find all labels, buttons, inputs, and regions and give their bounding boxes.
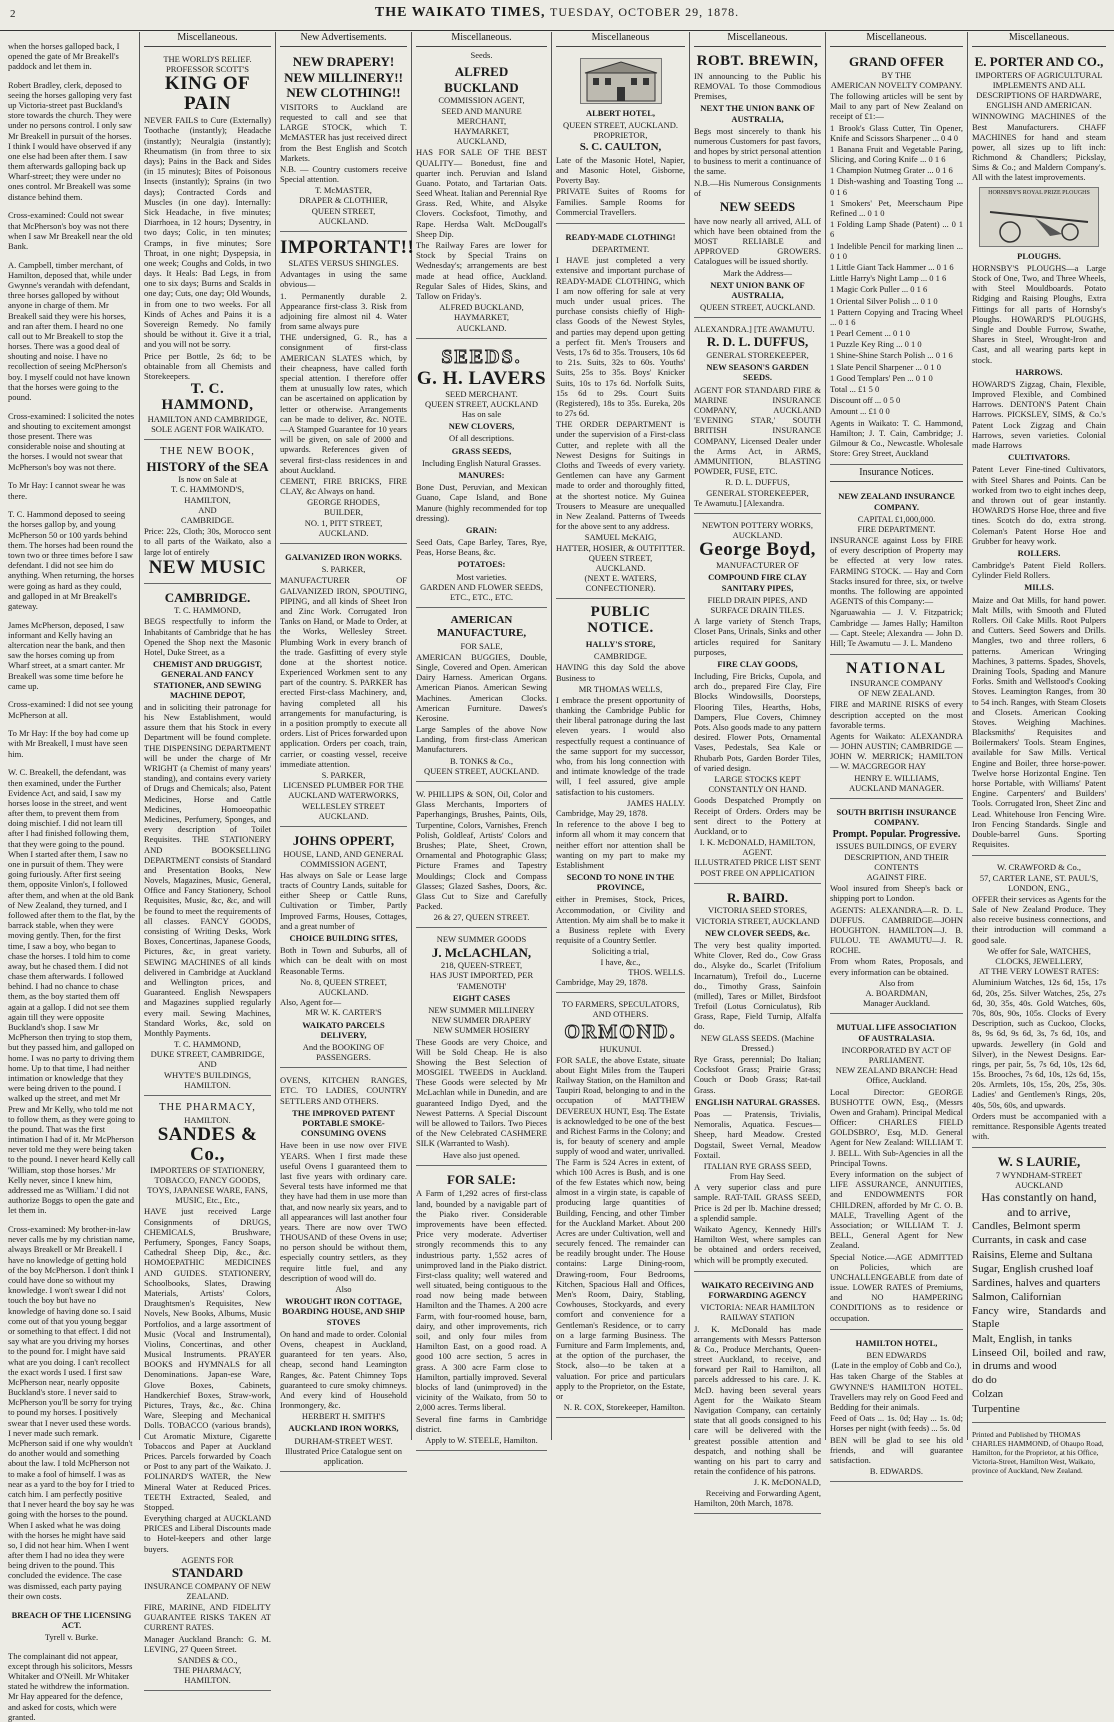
paragraph: Cross-examined: My brother-in-law never calls me by my christian name, always Breakell or Mr Breakell. I have no knowledge of getting hold of the boy McPherson. I don't think I could have done so without my knowledge. I won't swear I did not touch the boy but have no knowledge of having done so. I said come out of that you young beggar or something to that effect. I did not say what are you driving my horses to the pound for. I might have said what are you doing. I can't recollect the exact words I used. I first saw McPherson near, nearly opposite Buckland's store. I never said to McPherson you'll be sorry for trying to pound my horses. I positively swear that I never used these words. I never made such remark. McPherson said if one why wouldn't do another would and something about the law. I told McPherson not to make a fool of himself. I was as near as a yard to the boy for I tried to catch him. I am perfectly positive that I never heard the boy say he was going with the horses to the pound. When I asked what he was doing with the horses he might have said so, I did not hear him. When I went after them I had no idea they were being driven to the pound. This concluded the evidence. The case was dismissed, each party paying their own costs. (8, 1224, 135, 1601)
goods-item: Fancy wire, Standards and Staple (972, 1305, 1106, 1331)
column-heading: Miscellaneous. (972, 32, 1106, 47)
ad-smith-ovens: OVENS, KITCHEN RANGES, ETC. TO LADIES, COUNTRY SETTLERS AND OTHERS. THE IMPROVED PATENT PORTABLE SMOKE-CONSUMING OVENS Have been in use now over FIVE YEARS. When I first made these useful Ovens I guaranteed them to last five years with ordinary care. Several tests have informed me that they have had them in use more than that, and now nearly six years, and to all appearances will last another four years. There are now over TWO THOUSAND of these Ovens in use; no person should be without them, especially country settlers, as they require little fuel, and any description of wood will do. Also WROUGHT IRON COTTAGE, BOARDING HOUSE, AND SHIP STOVES On hand and made to order. Colonial Ovens, cheapest in Auckland, guaranteed for ten years. Also, cheap, second hand Leamington Ranges, &c. Patent Chimney Tops guaranteed to cure smoky chimneys. And every kind of Household Ironmongery, &c. HERBERT H. SMITH'S AUCKLAND IRON WORKS, DURHAM-STREET WEST. Illustrated Price Catalogue sent on application. (280, 1070, 407, 1472)
ad-mckaig-clothing: READY-MADE CLOTHING! DEPARTMENT. I HAVE just completed a very extensive and important purchase of READY-MADE CLOTHING, which I am now offering for sale at very much under usual prices. The purchase consists chiefly of High-class Goods of the Newest Styles, and parties may depend upon getting a perfect fit. Men's Trousers and Vests, 17s 6d to 35s. Trousers, 10s 6d to 21s. Suits, 32s to 60s. Youths' Suits, 25s to 35s. Boys' Knicker Suits, 10s to 17s 6d. Norfolk Suits, 15s 6d to 29s. Court Suits (Registered), 18s to 35s. Eureka, 20s to 27s 6d. THE ORDER DEPARTMENT is under the supervision of a First-class Cutter, and replete with all the Newest Designs for Suitings in Cloths and Tweeds of every variety. Gentlemen can have any Garment made to order and thoroughly fitted, at the shortest notice. My Guinea Trousers to Measure are unequalled in New Zealand. Patterns of Tweeds for the above sent to any address. SAMUEL McKAIG, HATTER, HOSIER, & OUTFITTER. QUEEN STREET, AUCKLAND. (NEXT E. WATERS, CONFECTIONER). (556, 226, 685, 600)
ad-national-insurance: NATIONAL INSURANCE COMPANY OF NEW ZEALAND. FIRE and MARINE RISKS of every description accepted on the most favorable terms. Agents for Waikato: ALEXANDRA — JOHN AUSTIN; CAMBRIDGE — JOHN W. MERRICK; HAMILTON — W. MACGREGOR HAY HENRY E. WILLIAMS, AUCKLAND MANAGER. (830, 657, 963, 799)
ad-laurie: W. S LAURIE, 7 WYNDHAM-STREET AUCKLAND Has constantly on hand, and to arrive, Candles, Belmont sperm Currants, in cask and case Raisins, Eleme and Sultana Sugar, English crushed loaf Sardines, halves and quarters Salmon, Californian Fancy wire, Standards and Staple Malt, English, in tanks Linseed Oil, boiled and raw, in drums and wood do do Colzan Turpentine (972, 1150, 1106, 1422)
ad-parker-galvanized-iron: GALVANIZED IRON WORKS. S. PARKER, MANUFACTURER OF GALVANIZED IRON, SPOUTING, PIPING, and all kinds of Sheet Iron and Zinc Work. Corrugated Iron Tanks on Hand, or Made to Order, at the Works, Wellesley Street. Plumbing Work in every branch of the trade. Gasfitting of every style done at the shortest notice. Experienced Workmen sent to any part of the country. S. PARKER has erected First-class Machinery, and, having completed all his arrangements for manufacturing, is in a position promptly to execute all orders. List of Prices forwarded upon application. Orders per coach, train, carrier, or coasting vessel, receive immediate attention. S. PARKER, LICENSED PLUMBER FOR THE AUCKLAND WATERWORKS, WELLESLEY STREET AUCKLAND. (280, 546, 407, 827)
paragraph: Cross-examined: I solicited the notes and shouting to excitement amongst those present. There was considerable noise and shouting at the horses. I would not swear that McPherson's boy was not there. (8, 410, 135, 472)
ad-albert-hotel: ALBERT HOTEL, QUEEN STREET, AUCKLAND. PROPRIETOR, S. C. CAULTON, Late of the Masonic Hotel, Napier, and Masonic Hotel, Gisborne, Poverty Bay. PRIVATE Suites of Rooms for Families. Sample Rooms for Commercial Travellers. (556, 50, 685, 224)
ad-headline: KING OF PAIN (164, 73, 251, 115)
newspaper-title: THE WAIKATO TIMES, TUESDAY, OCTOBER 29, 1878. (374, 5, 740, 20)
newspaper-page (4, 32, 1110, 1722)
paragraph: Cross-examined: I did not see young McPherson at all. (8, 699, 133, 720)
masthead (0, 0, 1114, 31)
column-miscellaneous-3 (552, 32, 690, 1440)
price-list-item: 1 Pattern Copying and Tracing Wheel ... 0 1 6 (830, 306, 963, 327)
paragraph: To Mr Hay: I cannot swear he was there. (8, 480, 126, 501)
ad-lavers-seeds: SEEDS. G. H. LAVERS SEED MERCHANT. QUEEN STREET, AUCKLAND Has on sale NEW CLOVERS, Of all descriptions. GRASS SEEDS, Including English Natural Grasses. MANURES: Bone Dust, Peruvian, and Mexican Guano, Cape Island, and Bone Manure (highly recommended for top dressing). GRAIN: Seed Oats, Cape Barley, Tares, Rye, Peas, Horse Beans, &c. POTATOES: Most varieties. GARDEN AND FLOWER SEEDS, ETC., ETC., ETC. (416, 341, 547, 609)
goods-item: Raisins, Eleme and Sultana (972, 1248, 1093, 1261)
page-number: 2 (10, 8, 16, 20)
column-heading: Miscellaneous. (694, 32, 821, 47)
ad-hamilton-hotel: HAMILTON HOTEL, BEN EDWARDS (Late in the employ of Cobb and Co.), Has taken Charge of the Stables at GWYNNE'S HAMILTON HOTEL. Travellers may rely on Good Feed and Bedding for their animals. Feed of Oats ... 1s. 0d; Hay ... 1s. 0d; Horses per night (with feeds) ... 5s. 0d BEN will be glad to see his old friends, and will guarantee satisfaction. B. EDWARDS. (830, 1332, 963, 1482)
price-list-item: 1 Smokers' Pet, Meerschaum Pipe Refined ... 0 1 0 (830, 197, 963, 219)
ad-hammond-cambridge: CAMBRIDGE. T. C. HAMMOND, BEGS respectfully to inform the Inhabitants of Cambridge that he has Opened the Shop next the Masonic Hotel, Duke Street, as a CHEMIST AND DRUGGIST, GENERAL AND FANCY STATIONER, AND SEWING MACHINE DEPOT, and in soliciting their patronage for his New Establishment, would assure them that his Stock in every Department will be found complete. THE DISPENSING DEPARTMENT will be under the charge of Mr WRIGHT (a Chemist of many years' standing), and contains every variety of Drugs and Chemicals; also, Patent Medicines, Horse and Cattle Medicines, Homoeopathic Medicines, Perfumery, Sponges, and every description of Toilet Requisites. THE STATIONERY AND BOOKSELLING DEPARTMENT consists of Standard and Presentation Books, New Novels, Magazines, Music, General, Office and Fancy Stationery, School Requisites, Music, &c, &c, and will be found to meet the requirements of all classes. FANCY GOODS, consisting of Writing Desks, Work Boxes, Concertinas, Japanese Goods, Pictures, &c, in great variety. SEWING MACHINES of all kinds delivered in Cambridge at Auckland and Wellington prices, and Guaranteed. English Newspapers and Magazines supplied regularly every mail. Sewing Machines, Standard Works, &c, sold on Monthly Payments. T. C. HAMMOND, DUKE STREET, CAMBRIDGE, AND WHYTE'S BUILDINGS, HAMILTON. (144, 586, 271, 1096)
paragraph: A. Campbell, timber merchant, of Hamilton, deposed that, while under Gwynne's verandah with defendant, three horses galloped by without anyone in charge of them. Mr Breakell said they were his horses, and ran after them. I heard no one call out to Mr Breakell to stop the horses. There was a good deal of shouting and noise. I have no recollection of seeing McPherson's boy. I myself could not have known that the horses were going to the pound. (8, 259, 132, 402)
ad-mutual-life: MUTUAL LIFE ASSOCIATION OF AUSTRALASIA. INCORPORATED BY ACT OF PARLIAMENT. NEW ZEALAND BRANCH: Head Office, Auckland. Local Director: GEORGE BUSHOTTE OWN, Esq., (Messrs Owen and Graham). Principal Medical Officer: CHARLES FIELD GOLDSBRO', Esq, M.D. General Agent for New Zealand: WILLIAM T. J. BELL. With Sub-Agencies in all the Principal Towns. Every information on the subject of LIFE ASSURANCE, ANNUITIES, and ENDOWMENTS FOR CHILDREN, afforded by Mr C. O. B. MALE, Travelling Agent of the Association; or WILLIAM T. J. BELL, General Agent for New Zealand. Special Notice.—AGE ADMITTED on Policies, which are UNCHALLENGEABLE from date of issue. LOWER RATES of Premiums, and NO HAMPERING CONDITIONS as to residence or occupation. (830, 1016, 963, 1329)
column-new-advertisements (276, 32, 415, 1466)
ad-mcmaster-drapery: NEW DRAPERY! NEW MILLINERY!! NEW CLOTHING!! VISITORS to Auckland are requested to call and see that LARGE STOCK, which T. McMASTER has just received direct from the Best English and Scotch Markets. N.B. — Country customers receive Special attention. T. McMASTER, DRAPER & CLOTHIER, QUEEN STREET, AUCKLAND. (280, 50, 407, 232)
hotel-engraving-icon (580, 58, 662, 104)
ad-buckland-seeds: ALFRED BUCKLAND COMMISSION AGENT, SEED AND MANURE MERCHANT, HAYMARKET, AUCKLAND, HAS FOR SALE OF THE BEST QUALITY— Bonedust, fine and quarter inch. Peruvian and Island Guano. Potato, and Tartarian Oats. Seed Wheat. Italian and Perennial Rye Grass. Red, White, and Alsyke Clovers. Cocksfoot, Timothy, and Rape. Herdsa Walt. McDougall's Sheep Dip. The Railway Fares are lower for Stock by Special Trains on Wednesday's; arrangements are best made at head office, Auckland. Regular Sales of Hides, Skins, and Tallow on Friday's. ALFRED BUCKLAND, HAYMARKET, AUCKLAND. (416, 60, 547, 339)
price-list-item: 1 Pearl Cement ... 0 1 0 (830, 328, 911, 339)
goods-item: Sardines, halves and quarters (972, 1276, 1101, 1289)
price-list-item: 1 Indelible Pencil for marking linen ... 0 1 0 (830, 240, 963, 261)
section-heading: Insurance Notices. (830, 467, 963, 482)
ad-brewin: ROBT. BREWIN, IN announcing to the Public his REMOVAL To those Commodious Premises, NEXT THE UNION BANK OF AUSTRALIA, Begs most sincerely to thank his numerous Customers for past favors, and hopes by strict personal attention to business to merit a continuance of the same. N.B.—His Numerous Consignments of NEW SEEDS have now nearly all arrived, ALL of which have been obtained from the MOST RELIABLE and APPROVED GROWERS. Catalogues will be issued shortly. Mark the Address— NEXT UNION BANK OF AUSTRALIA, QUEEN STREET, AUCKLAND. (694, 50, 821, 318)
ad-ormond-estate: TO FARMERS, SPECULATORS, AND OTHERS. ORMOND. HUKUNUI. FOR SALE, the above Estate, situate about Eight Miles from the Tauperi Railway Station, on the Hamilton and Taupiri Road, belonging to and in the occupation of MATTHEW DEVEREUX HUNT, Esq. The Estate is acknowledged to be one of the best and Richest Farms in the Colony; and is, for beauty of scenery and ample supply of wood and water, unrivalled. The Farm is 524 Acres in extent, of which 100 Acres is Bush, and is one of the few Estates which now, being almost in a virgin state, is capable of producing large quantities of Building, Fencing, and other Timber for the Auckland Market. About 200 Acres are under Cultivation, well and securely fenced. The remainder can be readily brought under. The House contains: Large Dining-room, Drawing-room, Four Bedrooms, Kitchen, Spacious Hall and Offices, Men's Room, Dairy, Stabling, Cowhouses, Stockyards, and every comfort and convenience for a Gentleman's Residence, or to carry on a large farming Business. The Furniture and Farm Implements, and, at the option of the purchaser, the Stock, also—to be taken at a valuation. For price and particulars apply to the Proprietor, on the Estate, or N. R. COX, Storekeeper, Hamilton. (556, 995, 685, 1418)
case-heading: BREACH OF THE LICENSING ACT. (11, 1609, 132, 1630)
ad-sandes: THE PHARMACY, HAMILTON. SANDES & Co., IMPORTERS OF STATIONERY, TOBACCO, FANCY GOODS, TOYS, JAPANESE WARE, FANS, MUSIC, Etc., Etc., HAVE just received Large Consignments of DRUGS, CHEMICALS, Brushware, Perfumery, Sponges, Fancy Soaps, Cathedral Sheep Dip, &c., &c. HOMOEPATHIC MEDICINES AND GUIDES. STATIONERY, Schoolbooks, Slates, Drawing Materials, Artists' Colors, Draughtsmen's Requisites, New Novels, New Books, Albums, Music Portfolios, and a large assortment of Music (Vocal and Instrumental), Violins, Concertinas, and other Musical Instruments. PRAYER BOOKS and HYMNALS for all Denominations. Japan-ese Ware, Glove Boxes, Cabinets, Handkerchief Boxes, Straw-work, Pictures, Trays, &c., &c. China Ware, Sleeping and Mechanical Dolls. TOBACCO (various brands), Cut Aromatic Mixture, Cigarette Tobaccos and Paper at Auckland Prices. Parcels forwarded by Coach or Post to any part of the Waikato. J. FOLINARD'S WATER, the New Mineral Water at Reduced Prices. TEETH Extracted, Sealed, and Stopped. Everything charged at AUCKLAND PRICES and Liberal Discounts made to Hotel-keepers and other large buyers. AGENTS FOR STANDARD INSURANCE COMPANY OF NEW ZEALAND. FIRE, MARINE, AND FIDELITY GUARANTEE RISKS TAKEN AT CURRENT RATES. Manager Auckland Branch: G. M. LEVING, 27 Queen Street. SANDES & CO., THE PHARMACY, HAMILTON. (144, 1098, 271, 1691)
paragraph: W. C. Breakell, the defendant, was then examined, under the Further Evidence Act, and said, I saw my horses loose in the street, and went after them, to prevent them from doing mischief. I did not learn till after I had finished following them, that they were going to the pound. When I started after them, I saw no one in pursuit of them. They were going furiously. After first seeing them, opposite Vinlon's, I followed after them, and when at the old Bank of New Zealand, they turned, and I followed after them to the flat, by the barrack stable, when they were moving gently. Then, for the first time, I saw a boy, who began to chase the horses. I told him to come away, but he chased them. I did not chase them afterwards. I followed behind. I had no chance to chase them, as the boy started them off again at a gallop. I did not see them again till they were opposite Buckland's shop. I saw Mr McPherson then trying to stop them, but they passed him, and galloped on home. I was no party to driving them home. Up to that time, I had neither intimation or knowledge that they were being driven to the pound. I walked up the street, and met Mr Prew and Mr Kelly, who told me not to follow them, as they were going to the pound. That was the first intimation I had of it. Mr McPherson never told me they were being taken to the pound. I never heard Kelly call 'William, stop those horses.' Mr Kelly never, since I knew him, addressed me as 'William.' I did not authorize Boggs to open the gate and let them in. (8, 767, 136, 1216)
goods-item: do do (972, 1374, 997, 1387)
column-heading: Miscellaneous. (416, 32, 547, 47)
paragraph: James McPherson, deposed, I saw informant and Kelly having an altercation near the bank, and then saw the horses coming up from Wharf street, at a smart canter. Mr Breakell was some time before he came up. (8, 619, 126, 691)
price-list-item: 1 Slate Pencil Sharpener ... 0 1 0 (830, 361, 941, 372)
printer-imprint: Printed and Published by THOMAS CHARLES HAMMOND, of Ohaupo Road, Hamilton, for the Proprietor, at his Office, Victoria-Street, Hamilton West, Waikato, province of Auckland, New Zealand. (972, 1430, 1104, 1476)
column-court-report (4, 32, 140, 1722)
ad-baird-seeds: R. BAIRD. VICTORIA SEED STORES, VICTORIA STREET, AUCKLAND NEW CLOVER SEEDS, &c. The very best quality imported. White Clover, Red do., Cow Grass do., Alsyke do., Scarlet (Trifolium Incarnatum), Trefoil do., Lucerne do., Timothy Grass, Sainfoin (milled), Tares or Millet, Birdsfoot Trefoil (Lotus Corniculatus), Rib Grass, Rape, Field Turnip, Alfalfa do. NEW GLASS SEEDS. (Machine Dressed.) Rye Grass, perennial; Do Italian; Cocksfoot Grass; Prairie Grass; Couch or Doob Grass; Rat-tail Grass. ENGLISH NATURAL GRASSES. Poas — Pratensis, Trivialis, Nemoralis, Aquatica. Fescues—Sheep, hard Meadow. Crested Dogstail, Sweet Vernal, Meadow Foxtail. ITALIAN RYE GRASS SEED, From Hay Seed. A very superior class and pure sample. RAT-TAIL GRASS SEED, Price is 2d per lb. Machine dressed; a splendid sample. Waikato Agency, Kennedy Hill's Hamilton West, where samples can be obtained and orders received, which will be promptly executed. (694, 886, 821, 1272)
ad-history-of-the-sea: THE NEW BOOK, HISTORY of the SEA Is now on Sale at T. C. HAMMOND'S, HAMILTON, AND CAMBRIDGE. Price: 22s, Cloth; 30s, Morocco sent to all parts of the Waikato, also a large lot of entirely NEW MUSIC (144, 442, 271, 584)
paragraph: T. C. Hammond deposed to seeing the horses gallop by, and young McPherson 50 or 100 yards behind them. The horses had been round the town two or three times before I saw defendant. I did not see him do anything. When returning, the horses were going as hard as they could, and galloped in at Mr Breakell's gateway. (8, 509, 134, 611)
ad-steele-for-sale: FOR SALE: A Farm of 1,292 acres of first-class land, bounded by a navigable part of the Piako river. Considerable improvements have been effected. Price very moderate. Advertiser strongly recommends this to any industrious party. 1,552 acres of unimproved land in the Piako district. First-class quality; well watered and well situated, being contiguous to the road now being made between Hamilton and the Thames. A 200 acre Farm, with four-roomed house, barn, dairy, and other improvements, rich soil, and only four miles from Hamilton East, on a good road. A good 100 acre section, 5 acres in grass. A 300 acre Farm close to Hamilton, partially improved. Several blocks of land (unimproved) in the vicinity of the Waikato, from 50 to 2,000 acres. Terms liberal. Several fine farms in Cambridge district. Apply to W. STEELE, Hamilton. (416, 1168, 547, 1451)
ad-phillips: W. PHILLIPS & SON, Oil, Color and Glass Merchants, Importers of Paperhangings, Brushes, Paints, Oils, Turpentine, Colors, Varnishes, French Polish, Goldleaf, Artists' Colors and Brushes; Plate, Sheet, Crown, Ornamental and Photographic Glass; Picture Frames and Tapestry Mouldings; Clock and Compass Glasses; Glazed Sashes, Doors, &c. Glass Cut to Size and Carefully Packed. 26 & 27, QUEEN STREET. (416, 784, 547, 928)
issue-date: TUESDAY, OCTOBER 29, 1878. (550, 5, 740, 19)
ad-south-british: SOUTH BRITISH INSURANCE COMPANY. Prompt. Popular. Progressive. ISSUES BUILDINGS, OF EVERY DESCRIPTION, AND THEIR CONTENTS AGAINST FIRE. Wool insured from Sheep's back or shipping port to London. AGENTS: ALEXANDRA—R. D. L. DUFFUS. CAMBRIDGE—JOHN HOUGHTON. HAMILTON—J. B. FULOU. TE AWAMUTU—J. R. ROCHE. From whom Rates, Proposals, and every information can be obtained. Also from A. BOARDMAN, Manager Auckland. (830, 801, 963, 1014)
goods-item: Candles, Belmont sperm (972, 1220, 1081, 1233)
price-list-item: 1 Dish-washing and Toasting Tong ... 0 1 6 (830, 176, 963, 197)
goods-item: Colzan (972, 1388, 1004, 1401)
paragraph: To Mr Hay: If the boy had come up with Mr Breakell, I must have seen him. (8, 728, 129, 759)
goods-item: Currants, in cask and case (972, 1234, 1087, 1247)
plough-engraving-icon (979, 187, 1099, 247)
ad-duffus: ALEXANDRA.] [TE AWAMUTU. R. D. L. DUFFUS, GENERAL STOREKEEPER, NEW SEASON'S GARDEN SEEDS. AGENT FOR STANDARD FIRE & MARINE INSURANCE COMPANY, AUCKLAND 'EVENING STAR,' SOUTH BRITISH INSURANCE COMPANY, Licensed Dealer under the Arms Act, in ARMS, AMMUNITION, BLASTING POWDER, FUSE, ETC. R. D. L. DUFFUS, GENERAL STOREKEEPER, Te Awamutu.] [Alexandra. (694, 320, 821, 514)
paragraph: when the horses galloped back, I opened the gate of Mr Breakell's paddock and let them in. (8, 40, 120, 71)
price-list-item: 1 Oriental Silver Polish ... 0 1 0 (830, 295, 938, 306)
price-list-item: 1 Folding Lamp Shade (Patent) ... 0 1 6 (830, 219, 963, 240)
ad-king-of-pain: THE WORLD'S RELIEF. PROFESSOR SCOTT'S KING OF PAIN NEVER FAILS to Cure (Externally) Toothache (instantly); Headache (instantly); Neuralgia (instantly); Rheumatism (in from three to six days); Pains in the Back and Sides (in 15 minutes); Bites of Poisonous Insects (instantly); Sprains (in two days); Contracted Cords and Muscles (in one day). Internally: Sick Headache, in five minutes; Diarrhoea, in 12 hours; Dysentry, in two days; Colic, in ten minutes; Cramps, in five minutes; Sore Throat, in one night; Dyspepsia, in one week; Coughs and Colds, in two days. It Heals: Bad Legs, in from one to six days; Burns and Scalds in one day; Cuts, one day; Old Wounds, in from one to two weeks. For all Kinds of Aches and Pains it is a Sovereign Remedy. No family should be without it. Give it a trial, and you will not be sorry. Price per Bottle, 2s 6d; to be obtainable from all Chemists and Storekeepers. T. C. HAMMOND, HAMILTON AND CAMBRIDGE, SOLE AGENT FOR WAIKATO. (144, 50, 271, 440)
paragraph: The complainant did not appear, except through his solicitors, Messrs Whitaker and O'Neill. Mr Whitaker stated he withdrew the information. Mr Hay appeared for the defence, and asked for costs, which were granted. (8, 1650, 133, 1722)
price-list-item: 1 Banana Fruit and Vegetable Paring, Slicing, and Coring Knife ... 0 1 6 (830, 143, 963, 165)
paragraph: Robert Bradley, clerk, deposed to seeing the horses galloping very fast up Victoria-street past Buckland's store towards the church. They were under no persons control. I only saw Mr Breakell in pursuit of the horses. I think I would have observed if any one else had been after them. I saw them afterwards galloping back up Wharf-street; they were under no ones control. Mr Breakell was some distance behind them. (8, 79, 132, 202)
column-miscellaneous-2: Miscellaneous. Seeds. ALFRED BUCKLAND COMMISSION AGENT, SEED AND MANURE MERCHANT, HAYMARKET, AUCKLAND, HAS FOR SALE OF THE BEST QUALITY— Bonedust, fine and quarter inch. Peruvian and Island Guano. Potato, and Tartarian Oats. Seed Wheat. Italian and Perennial Rye Grass. Red, White, and Alsyke Clovers. Cocksfoot, Timothy, and Rape. Herdsa Walt. McDougall's Sheep Dip. The Railway Fares are lower for Stock by Special Trains on Wednesday's; arrangements are best made at head office, Auckland. Regular Sales of Hides, Skins, and Tallow on Friday's. ALFRED BUCKLAND, HAYMARKET, AUCKLAND. SEEDS. G. H. LAVERS SEED MERCHANT. QUEEN STREET, AUCKLAND Has on sale NEW CLOVERS, Of all descriptions. GRASS SEEDS, Including English Natural Grasses. MANURES: Bone Dust, Peruvian, and Mexican Guano, Cape Island, and Bone Manure (highly recommended for top dressing). GRAIN: Seed Oats, Cape Barley, Tares, Rye, Peas, Horse Beans, &c. POTATOES: Most varieties. GARDEN AND FLOWER SEEDS, ETC., ETC., ETC. AMERICAN MANUFACTURE, FOR SALE, AMERICAN BUGGIES, Double, Single, Covered and Open. American Dairy Harness. American Organs. American Pianos. American Sewing Machines. American Clocks. American Furniture. Dawes's Kerosine. Large Samples of the above Now Landing, from first-class American Manufacturers. B. TONKS & Co., QUEEN STREET, AUCKLAND. W. PHILLIPS & SON, Oil, Color and Glass Merchants, Importers of Paperhangings, Brushes, Paints, Oils, Turpentine, Colors, Varnishes, French Polish, Goldleaf, Artists' Colors and Brushes; Plate, Sheet, Crown, Ornamental and Photographic Glass; Picture Frames and Tapestry Mouldings; Clock and Compass Glasses; Glazed Sashes, Doors, &c. Glass Cut to Size and Carefully Packed. 26 & 27, QUEEN STREET. NEW SUMMER GOODS J. McLACHLAN, 218, QUEEN-STREET, HAS JUST IMPORTED, PER 'FAMENOTH' EIGHT CASES NEW SUMMER MILLINERY NEW SUMMER DRAPERY NEW SUMMER HOSIERY These Goods are very Choice, and Will be Sold Cheap. He is also Showing the Best Selection of MOSGIEL TWEEDS in Auckland. These Goods were selected by Mr McLachlan while in Dunedin, and are guaranteed Indigo Dyed, and the Newest Patterns. A Special Discount will be allowed to Tailors. Two Pieces of the New Celebrated CASHMERE SILK (Warranted to Wash). Have also just opened. FOR SALE: A Farm of 1,292 acres of first-class land, bounded by a navigable part of the Piako river. Considerable improvements have been effected. Price very moderate. Advertiser strongly recommends this to any industrious party. 1,552 acres of unimproved land in the Piako district. First-class quality; well watered and well situated, being contiguous to the road now being made between Hamilton and the Thames. A 200 acre Farm, with four-roomed house, barn, dairy, and other improvements, rich soil, and only four miles from Hamilton East, on a good road. A good 100 acre section, 5 acres in grass. A 300 acre Farm close to Hamilton, partially improved. Several blocks of land (unimproved) in the vicinity of the Waikato, from 50 to 2,000 acres. Terms liberal. Several fine farms in Cambridge district. Apply to W. STEELE, Hamilton. (412, 32, 552, 1440)
ad-johns-oppert: JOHNS OPPERT, HOUSE, LAND, AND GENERAL COMMISSION AGENT, Has always on Sale or Lease large tracts of Country Lands, suitable for either Sheep or Cattle Runs, Cultivation or Timber, Partly Improved Farms, Houses, Cottages, and a great number of CHOICE BUILDING SITES, Both in Town and Suburbs, all of which can be dealt with on most Reasonable Terms. No. 8, QUEEN STREET, AUCKLAND. Also, Agent for— MR W. K. CARTER'S WAIKATO PARCELS DELIVERY, And the BOOKING OF PASSENGERS. (280, 829, 407, 1068)
price-list-item: 1 Puzzle Key Ring ... 0 1 0 (830, 339, 922, 350)
ad-crawford: W. CRAWFORD & Co., 57, CARTER LANE, ST. PAUL'S, LONDON, ENG., OFFER their services as Agents for the Sale of New Zealand Produce. They also receive business connections, and their introduction will command a good sale. We offer for Sale, WATCHES, CLOCKS, JEWELLERY, AT THE VERY LOWEST RATES: Aluminium Watches, 12s 6d, 15s, 17s 6d, 20s, 25s. Silver Watches, 25s, 27s 6d, 30, 35s, 40s. Gold Watches, 60s, 70s, 80s, 90s, 105s. Clocks of Every Description, such as Cuckoo, Clocks, 8s, 9s 6d, 9s 6d, 3s, 7s 6d, 10s, and upwards. Jewellery (in Gold and Silver), in the Newest Designs. Ear-rings, per pair, 5s, 7s 6d, 10s, 12s 6d, 15s. Brooches, 7s 6d, 10s, 12s 6d, 15s, 20s. Armlets, 10s, 15s, 20s, 25s, 30s. Ladies' and Gentlemen's Rings, 20s, 40s, 50s, 60s, and upwards. Orders must be accompanied with a remittance. Responsible Agents treated with. (972, 858, 1106, 1148)
goods-item: Malt, English, in tanks (972, 1332, 1072, 1345)
paragraph: Cross-examined: Could not swear that McPherson's boy was not there when I saw Mr Breakell near the old Bank. (8, 210, 133, 251)
price-list-item: 1 Magic Cork Puller ... 0 1 6 (830, 284, 928, 295)
price-list-item: 1 Shine-Shine Starch Polish ... 0 1 6 (830, 350, 953, 361)
price-list-item: Little Harry's Night Lamp ... 0 1 6 (830, 273, 947, 284)
price-list-item: 1 Brook's Glass Cutter, Tin Opener, Knife and Scissors Sharpener ... 0 4 0 (830, 122, 963, 143)
price-list-item: 1 Champion Nutmeg Grater ... 0 1 6 (830, 165, 953, 176)
plough-icon (980, 188, 1098, 246)
ad-public-notice-hally: PUBLIC NOTICE. HALLY'S STORE, CAMBRIDGE. HAVING this day Sold the above Business to MR THOMAS WELLS, I embrace the present opportunity of thanking the Cambridge Public for their liberal patronage during the last eleven years. I would also respectfully request a continuance of the same support for my successor, who, from his long connection with and intimate knowledge of the trade will, I feel assured, give ample satisfaction to his customers. JAMES HALLY. Cambridge, May 29, 1878. In reference to the above I beg to inform all whom it may concern that neither effort nor attention shall be wanting on my part to make my Establishment SECOND TO NONE IN THE PROVINCE, either in Premises, Stock, Prices, Accommodation, or Civility and Attention. My aim shall be to make it a Business replete with Every requisite of a Country Settler. Soliciting a trial, I have, &c., THOS. WELLS. Cambridge, May 29, 1878. (556, 601, 685, 993)
ad-mclachlan: NEW SUMMER GOODS J. McLACHLAN, 218, QUEEN-STREET, HAS JUST IMPORTED, PER 'FAMENOTH' EIGHT CASES NEW SUMMER MILLINERY NEW SUMMER DRAPERY NEW SUMMER HOSIERY These Goods are very Choice, and Will be Sold Cheap. He is also Showing the Best Selection of MOSGIEL TWEEDS in Auckland. These Goods were selected by Mr McLachlan while in Dunedin, and are guaranteed Indigo Dyed, and the Newest Patterns. A Special Discount will be allowed to Tailors. Two Pieces of the New Celebrated CASHMERE SILK (Warranted to Wash). Have also just opened. (416, 930, 547, 1165)
column-heading: Miscellaneous (556, 32, 685, 47)
column-insurance (826, 32, 968, 1477)
column-heading: New Advertisements. (280, 32, 407, 47)
ad-american-novelty: GRAND OFFER BY THE AMERICAN NOVELTY COMPANY. The following articles will be sent by Mail to any part of New Zealand on receipt of £1:— 1 Brook's Glass Cutter, Tin Opener, Knife and Scissors Sharpener ... 0 4 0 1 Banana Fruit and Vegetable Paring, Slicing, and Coring Knife ... 0 1 6 1 Champion Nutmeg Grater ... 0 1 6 1 Dish-washing and Toasting Tong ... 0 1 6 1 Smokers' Pet, Meerschaum Pipe Refined ... 0 1 0 1 Folding Lamp Shade (Patent) ... 0 1 6 1 Indelible Pencil for marking linen ... 0 1 0 1 Little Giant Tack Hammer ... 0 1 6 Little Harry's Night Lamp ... 0 1 6 1 Magic Cork Puller ... 0 1 6 1 Oriental Silver Polish ... 0 1 0 1 Pattern Copying and Tracing Wheel ... 0 1 6 1 Pearl Cement ... 0 1 0 1 Puzzle Key Ring ... 0 1 0 1 Shine-Shine Starch Polish ... 0 1 6 1 Slate Pencil Sharpener ... 0 1 0 1 Good Templars' Pen ... 0 1 0 Total ... £1 5 0 Discount off ... 0 5 0 Amount ... £1 0 0 Agents in Waikato: T. C. Hammond, Hamilton; J. T. Cain, Cambridge; J. Gilmour & Co., Newcastle. Wholesale Store: Grey Street, Auckland (830, 50, 963, 465)
column-miscellaneous-5 (968, 32, 1110, 1476)
goods-item: Linseed Oil, boiled and raw, in drums and wood (972, 1346, 1106, 1373)
column-heading: Miscellaneous. (830, 32, 963, 47)
case-title: Tyrell v. Burke. (44, 1631, 99, 1642)
goods-item: Sugar, English crushed loaf (972, 1262, 1094, 1275)
ad-tonks-american: AMERICAN MANUFACTURE, FOR SALE, AMERICAN BUGGIES, Double, Single, Covered and Open. American Dairy Harness. American Organs. American Pianos. American Sewing Machines. American Clocks. American Furniture. Dawes's Kerosine. Large Samples of the above Now Landing, from first-class American Manufacturers. B. TONKS & Co., QUEEN STREET, AUCKLAND. (416, 610, 547, 782)
column-miscellaneous-1 (140, 32, 276, 1686)
ad-porter-implements: E. PORTER AND CO., IMPORTERS OF AGRICULTURAL IMPLEMENTS AND ALL DESCRIPTIONS OF HARDWARE, ENGLISH AND AMERICAN. WINNOWING MACHINES of the Best Manufacturers. CHAFF MACHINES for hand and steam power, all sizes up to lift inch: Richmond & Chandlers; Pickslay, Sims & Co.; and Maldern Company's. All with the latest improvements. HORNSBY'S ROYAL PRIZE PLOUGHS PLOUGHS. HORNSBY'S PLOUGHS—a Large Stock of One, Two, and Three Wheels, with Steel Mouldboards. Potato Ridging and Raising Ploughs, Extra Fittings for all parts of Hornsby's Ploughs. HOWARD'S PLOUGHS, Single and Double Furrow, Swathe, Shares in Steel, Wrought-Iron and Cast, and all wearing parts kept in stock. HARROWS. HOWARD'S Zigzag, Chain, Flexible, Improved Flexible, and Combined Harrows. DENTON'S Patent Chain Harrows. PICKSLEY, SIMS, & Co.'s Patent Lock Zigzag and Chain Harrows, seven varieties. Colonial made Harrows CULTIVATORS. Patent Lever Fine-tined Cultivators, with Steel Shares and Points. Can be worked from two to eight inches deep, and thrown out of gear instantly. HOWARD'S Horse Hoe, three and five tines. Scotch do do, extra strong. Coleman's Patent Horse Hoe and Grubber for heavy work. ROLLERS. Cambridge's Patent Field Rollers. Cylinder Field Rollers. MILLS. Maize and Oat Mills, for hand power. Malt Mills, with Smooth and Fluted Rollers. Oil Cake Mills. Root Pulpers and Cutters. Seed Sowers and Drills. Mangles, two and three rollers, 6 patterns. American Wringing Machines, 3 patterns. Spades, Shovels, Draining Tools, Spading and Manure Forks. Smith and Wellstood's Cooking Stoves. Leamington Ranges, from 30 to 54 inch. Ranges, with Steam Closets and Closets. American Cooking Stoves. Weighing Machines. Blacksmiths' Requisites and Boilermakers' Tools. Steam Engines, available for Saw Mills. Vertical Engine and Boiler, three horse-power. Twelve horse Horizontal Engine. Ten horse Portable, with Williams' Patent Engine. Carpenters' and Builders' Tools. Corrugated Iron, Sheet Zinc and Lead. Whitehouse Iron Fencing Wire. Iron Fencing Standards. Single and Double-barrel Guns. Sporting Requisites. (972, 50, 1106, 856)
price-list-item: 1 Good Templars' Pen ... 0 1 0 (830, 372, 933, 383)
ad-nz-insurance: NEW ZEALAND INSURANCE COMPANY. CAPITAL £1,000,000. FIRE DEPARTMENT. INSURANCE against Loss by FIRE of every description of Property may be effected at very low rates. FARMING STOCK. — Hay and Corn Stacks insured for three, six, or twelve months. The following are appointed AGENTS of this Company:— Ngaruawahia — J. V. Fitzpatrick; Cambridge — James Hally; Hamilton — Capt. Steele; Alexandra — John D. Hill; Te Awamutu — J. L. Mandeno (830, 485, 963, 655)
ad-waikato-receiving-agency: WAIKATO RECEIVING AND FORWARDING AGENCY VICTORIA: NEAR HAMILTON RAILWAY STATION J. K. McDonald has made arrangements with Messrs Patterson & Co., Produce Merchants, Queen-street Auckland, to receive, and forward per Rail to Hamilton, all parcels addressed to his care. J. K. McD. having been several years Agent for the Waikato Steam Navigation Company, can certainly state that all goods consigned to his care will be delivered with the greatest possible attention and despatch, and nothing shall be wanting on his part to carry and retain the confidence of his patrons. J. K. McDONALD, Receiving and Forwarding Agent, Hamilton, 20th March, 1878. (694, 1274, 821, 1514)
goods-item: Salmon, Californian (972, 1291, 1062, 1304)
column-miscellaneous-4 (690, 32, 826, 1508)
ad-slates: IMPORTANT!! SLATES VERSUS SHINGLES. Advantages in using the same obvious— 1. Permanently durable 2. Appearance first-class 3. Risk from adjoining fire almost nil 4. Water from same always pure THE undersigned, G. R., has a consignment of first-class AMERICAN SLATES which, by their cheapness, have called forth special attention. I therefore offer them at unusually low rates, which can be ascertained on application by letter or otherwise. Arrangements can be made to deliver, &c. NOTE.—A Stamped Guarantee for 10 years will be given, on sale of 2000 and upwards. References given of several first-class residences in and about Auckland. CEMENT, FIRE BRICKS, FIRE CLAY, &c Always on hand. GEORGE RHODES, BUILDER, NO. 1, PITT STREET, AUCKLAND. (280, 234, 407, 544)
engraving-caption: HORNSBY'S ROYAL PRIZE PLOUGHS (988, 189, 1090, 196)
ad-boyd-pottery: NEWTON POTTERY WORKS, AUCKLAND. George Boyd, MANUFACTURER OF COMPOUND FIRE CLAY SANITARY PIPES, FIELD DRAIN PIPES, AND SURFACE DRAIN TILES. A large variety of Stench Traps, Closet Pans, Urinals, Sinks and other articles required for Sanitary purposes, FIRE CLAY GOODS, Including, Fire Bricks, Cupola, and arch do., prepared Fire Clay, Fire Blocks Windowsills, Doorsteps, Flooring Tiles, Hearths, Hobs, Dampers, Flue Covers, Chimney Pots. Also goods made to any pattern desired. Flower Pots, Ornamental Vases, Pedestals, Sea Kale or Rhubarb Pots, Garden Border Tiles, of varied design. LARGE STOCKS KEPT CONSTANTLY ON HAND. Goods Despatched Promptly on Receipt of Orders. Orders may be sent direct to the Pottery at Auckland, or to I. K. McDONALD, HAMILTON, AGENT. ILLUSTRATED PRICE LIST SENT POST FREE ON APPLICATION (694, 516, 821, 884)
price-list-item: 1 Little Giant Tack Hammer ... 0 1 6 (830, 261, 954, 272)
goods-item: Turpentine (972, 1402, 1020, 1415)
column-heading: Miscellaneous. (144, 32, 271, 47)
